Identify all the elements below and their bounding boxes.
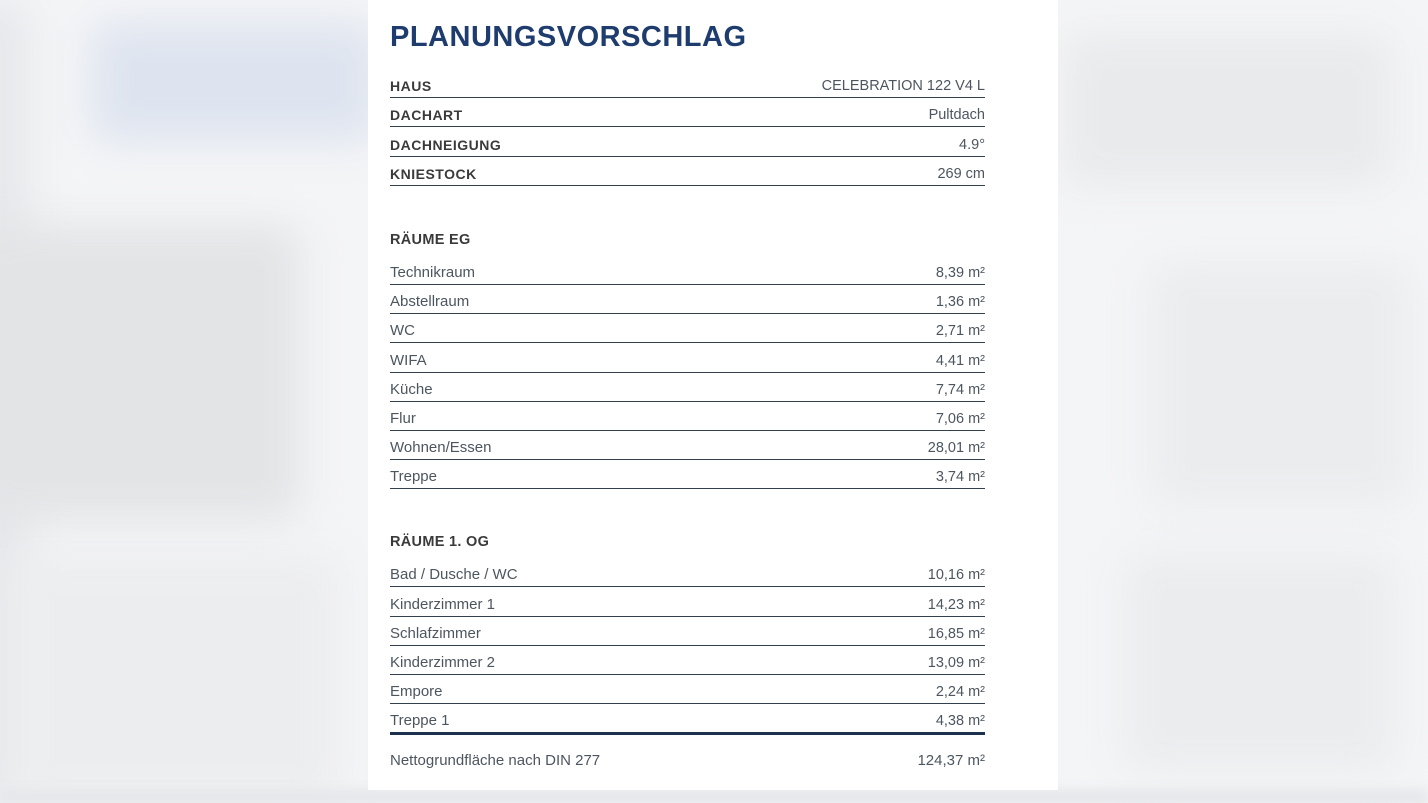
row-value: 1,36 m² bbox=[935, 294, 985, 311]
section-rooms-og bbox=[390, 533, 985, 735]
row-label: HAUS bbox=[390, 78, 432, 95]
background-blur-low-right bbox=[1125, 555, 1395, 770]
section-rooms-eg bbox=[390, 231, 985, 490]
table-row bbox=[390, 127, 985, 156]
section-heading-og: RÄUME 1. OG bbox=[390, 534, 490, 551]
table-row bbox=[390, 431, 985, 460]
row-value: 4,38 m² bbox=[935, 713, 985, 730]
row-label: Wohnen/Essen bbox=[390, 439, 492, 457]
table-row bbox=[390, 98, 985, 127]
panel-content bbox=[390, 0, 985, 769]
row-value: 2,71 m² bbox=[935, 323, 985, 340]
row-label: WC bbox=[390, 322, 415, 340]
row-label: Flur bbox=[390, 409, 416, 427]
row-label: DACHNEIGUNG bbox=[390, 136, 502, 153]
row-value: 10,16 m² bbox=[927, 567, 985, 584]
background-bottom-band bbox=[0, 789, 1428, 803]
background-blur-mid-left bbox=[0, 225, 300, 520]
page-title: PLANUNGSVORSCHLAG bbox=[390, 21, 747, 53]
row-value: 3,74 m² bbox=[935, 469, 985, 486]
table-row bbox=[390, 373, 985, 402]
net-floor-area-summary bbox=[390, 752, 985, 769]
row-label: Abstellraum bbox=[390, 293, 470, 311]
row-value: 8,39 m² bbox=[935, 264, 985, 281]
row-label: Treppe 1 bbox=[390, 712, 450, 730]
table-row bbox=[390, 587, 985, 616]
rooms-table-eg bbox=[390, 256, 985, 490]
row-label: Treppe bbox=[390, 468, 437, 486]
row-label: KNIESTOCK bbox=[390, 165, 477, 182]
row-value: 16,85 m² bbox=[927, 625, 985, 642]
table-row bbox=[390, 646, 985, 675]
table-row bbox=[390, 69, 985, 98]
row-value: CELEBRATION 122 V4 L bbox=[821, 78, 985, 95]
planning-proposal-panel bbox=[368, 0, 1058, 790]
background-blur-top-left bbox=[90, 22, 380, 142]
table-row bbox=[390, 256, 985, 285]
row-value: 4.9° bbox=[959, 136, 985, 153]
row-label: WIFA bbox=[390, 351, 427, 369]
background-blur-low-left bbox=[10, 555, 340, 803]
row-label: Kinderzimmer 1 bbox=[390, 595, 496, 613]
table-row bbox=[390, 460, 985, 489]
row-value: 2,24 m² bbox=[935, 684, 985, 701]
summary-label: Nettogrundfläche nach DIN 277 bbox=[390, 752, 601, 770]
summary-value: 124,37 m² bbox=[917, 752, 985, 770]
table-row bbox=[390, 617, 985, 646]
table-row bbox=[390, 343, 985, 372]
table-row bbox=[390, 285, 985, 314]
row-value: 14,23 m² bbox=[927, 596, 985, 613]
row-value: 28,01 m² bbox=[927, 440, 985, 457]
table-row bbox=[390, 402, 985, 431]
background-blur-mid-right bbox=[1150, 265, 1410, 505]
row-label: Bad / Dusche / WC bbox=[390, 566, 518, 584]
table-row bbox=[390, 157, 985, 186]
row-label: DACHART bbox=[390, 107, 463, 124]
table-row bbox=[390, 314, 985, 343]
row-label: Kinderzimmer 2 bbox=[390, 654, 496, 671]
row-value: Pultdach bbox=[928, 107, 985, 124]
row-label: Schlafzimmer bbox=[390, 624, 481, 642]
table-row bbox=[390, 558, 985, 587]
row-value: 4,41 m² bbox=[935, 352, 985, 369]
table-row bbox=[390, 675, 985, 704]
rooms-table-og bbox=[390, 558, 985, 735]
row-label: Empore bbox=[390, 683, 443, 701]
row-value: 13,09 m² bbox=[927, 655, 985, 671]
table-row bbox=[390, 704, 985, 735]
row-value: 7,06 m² bbox=[935, 410, 985, 427]
row-label: Küche bbox=[390, 380, 433, 398]
row-value: 7,74 m² bbox=[935, 381, 985, 398]
house-spec-table bbox=[390, 69, 985, 186]
section-heading-eg: RÄUME EG bbox=[390, 231, 471, 248]
row-label: Technikraum bbox=[390, 263, 476, 281]
background-blur-top-right bbox=[1062, 35, 1392, 185]
row-value: 269 cm bbox=[937, 165, 985, 182]
